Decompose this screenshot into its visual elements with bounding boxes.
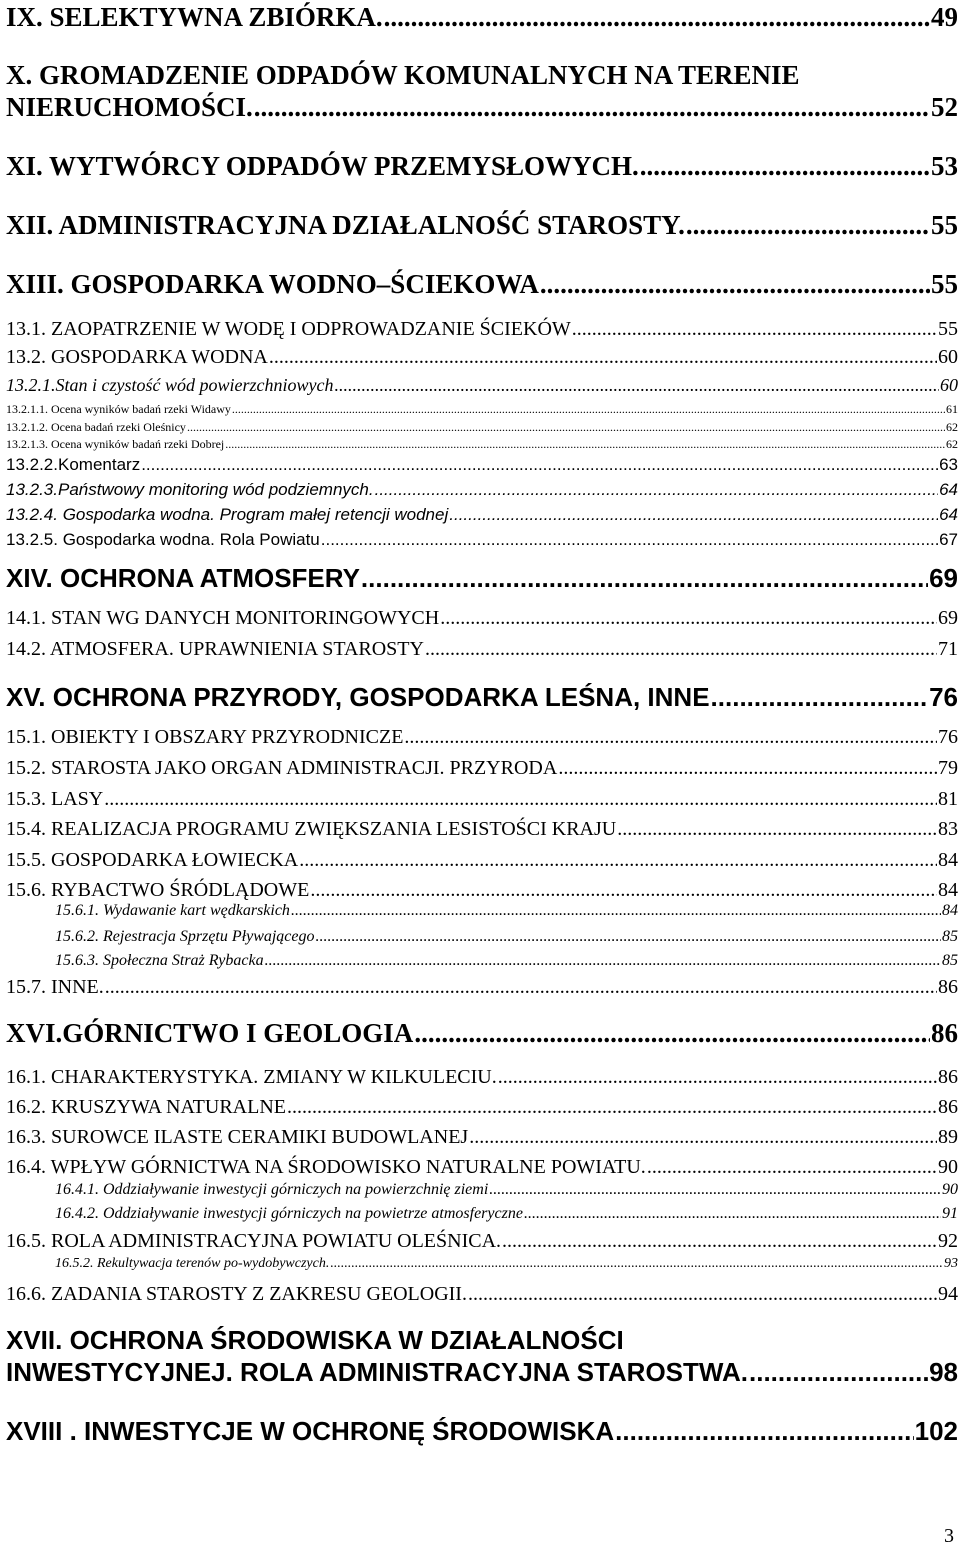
toc-entry[interactable] — [6, 318, 958, 341]
toc-dot-leader — [310, 879, 937, 902]
toc-dot-leader — [572, 318, 937, 341]
toc-entry-title: XVIII . INWESTYCJE W OCHRONĘ ŚRODOWISKA — [6, 1416, 615, 1446]
toc-entry[interactable] — [6, 726, 958, 749]
toc-dot-leader — [299, 849, 937, 872]
toc-entry[interactable] — [6, 346, 958, 369]
toc-entry-title: IX. SELEKTYWNA ZBIÓRKA. — [6, 2, 383, 32]
toc-entry[interactable] — [55, 928, 958, 946]
toc-entry-title: 16.1. CHARAKTERYSTYKA. ZMIANY W KILKULECIU. — [6, 1066, 497, 1088]
toc-entry[interactable] — [6, 563, 958, 594]
toc-entry[interactable] — [55, 1256, 958, 1272]
toc-dot-leader — [105, 976, 937, 999]
toc-entry-page: 90 — [942, 1181, 958, 1198]
toc-entry-page: 61 — [946, 402, 958, 416]
toc-dot-leader — [749, 1357, 928, 1388]
toc-entry-page: 69 — [938, 607, 958, 629]
toc-dot-leader — [615, 1416, 913, 1447]
toc-entry-page: 55 — [931, 210, 958, 240]
toc-entry-title: 16.6. ZADANIA STAROSTY Z ZAKRESU GEOLOGII. — [6, 1283, 467, 1305]
toc-entry-title: 15.6.1. Wydawanie kart wędkarskich — [55, 902, 290, 919]
toc-entry-title: 15.6.2. Rejestracja Sprzętu Pływającego — [55, 928, 315, 945]
toc-dot-leader — [686, 210, 930, 241]
toc-entry[interactable] — [55, 902, 958, 920]
toc-dot-leader — [334, 375, 939, 396]
toc-dot-leader — [449, 505, 938, 525]
toc-entry-title: 14.1. STAN WG DANYCH MONITORINGOWYCH — [6, 607, 440, 629]
toc-entry[interactable] — [6, 1416, 958, 1447]
toc-entry-page: 62 — [946, 437, 958, 451]
toc-entry-title: 15.5. GOSPODARKA ŁOWIECKA — [6, 849, 299, 871]
toc-dot-leader — [225, 437, 945, 452]
toc-entry[interactable] — [6, 1018, 958, 1049]
toc-dot-leader — [711, 682, 929, 713]
toc-entry-title: 16.4. WPŁYW GÓRNICTWA NA ŚRODOWISKO NATURALNE POWIATU. — [6, 1156, 646, 1178]
toc-dot-leader — [489, 1181, 941, 1199]
toc-dot-leader — [141, 455, 938, 475]
toc-dot-leader — [375, 480, 938, 500]
toc-entry-page: 91 — [942, 1205, 958, 1222]
toc-entry-page: 55 — [931, 269, 958, 299]
toc-entry-title: 16.5. ROLA ADMINISTRACYJNA POWIATU OLEŚNICA. — [6, 1230, 502, 1252]
toc-entry-title: 13.2.5. Gospodarka wodna. Rola Powiatu — [6, 530, 320, 549]
toc-entry-page: 63 — [939, 455, 958, 474]
toc-dot-leader — [647, 1156, 937, 1179]
toc-entry-page: 98 — [929, 1357, 958, 1387]
toc-dot-leader — [524, 1205, 941, 1223]
toc-entry[interactable] — [6, 530, 958, 550]
toc-entry-page: 60 — [938, 346, 958, 368]
toc-entry[interactable] — [6, 1126, 958, 1149]
toc-entry[interactable] — [55, 952, 958, 970]
toc-dot-leader — [404, 726, 937, 749]
toc-dot-leader — [330, 1256, 943, 1272]
toc-dot-leader — [232, 402, 945, 417]
toc-entry-title: XV. OCHRONA PRZYRODY, GOSPODARKA LEŚNA, INNE — [6, 682, 710, 712]
toc-entry[interactable] — [6, 151, 958, 182]
toc-entry[interactable] — [6, 818, 958, 841]
toc-entry-title: 13.2.1.2. Ocena badań rzeki Oleśnicy — [6, 420, 186, 434]
toc-dot-leader — [287, 1096, 937, 1119]
toc-entry-page: 55 — [938, 318, 958, 340]
toc-entry-title: NIERUCHOMOŚCI. — [6, 92, 253, 122]
toc-entry[interactable] — [6, 420, 958, 435]
toc-entry-title: 13.2.3.Państwowy monitoring wód podziemnych. — [6, 480, 374, 499]
toc-entry-page: 92 — [938, 1230, 958, 1252]
toc-entry-page: 102 — [914, 1416, 958, 1446]
toc-entry-page: 76 — [938, 726, 958, 748]
toc-entry-page: 76 — [929, 682, 958, 712]
toc-dot-leader — [361, 563, 928, 594]
toc-entry[interactable] — [6, 1156, 958, 1179]
toc-entry-title: XIV. OCHRONA ATMOSFERY — [6, 563, 360, 593]
toc-entry[interactable] — [6, 849, 958, 872]
toc-dot-leader — [558, 757, 937, 780]
toc-entry-title: 15.4. REALIZACJA PROGRAMU ZWIĘKSZANIA LESISTOŚCI KRAJU — [6, 818, 617, 840]
toc-entry-page: 86 — [931, 1018, 958, 1048]
toc-entry[interactable] — [6, 976, 958, 999]
toc-entry-title: 14.2. ATMOSFERA. UPRAWNIENIA STAROSTY — [6, 638, 424, 660]
toc-entry-title: 15.2. STAROSTA JAKO ORGAN ADMINISTRACJI. PRZYRODA — [6, 757, 558, 779]
toc-dot-leader — [265, 952, 941, 970]
toc-dot-leader — [540, 269, 930, 300]
toc-entry-title: 13.2. GOSPODARKA WODNA — [6, 346, 268, 368]
toc-dot-leader — [502, 1230, 937, 1253]
toc-entry-title: 15.1. OBIEKTY I OBSZARY PRZYRODNICZE — [6, 726, 404, 748]
toc-entry[interactable] — [6, 757, 958, 780]
toc-dot-leader — [640, 151, 930, 182]
toc-entry-title: 16.3. SUROWCE ILASTE CERAMIKI BUDOWLANEJ — [6, 1126, 469, 1148]
toc-dot-leader — [414, 1018, 930, 1049]
toc-dot-leader — [469, 1126, 937, 1149]
toc-entry-title: XI. WYTWÓRCY ODPADÓW PRZEMYSŁOWYCH. — [6, 151, 639, 181]
toc-entry-title: 16.4.1. Oddziaływanie inwestycji górniczych na powierzchnię ziemi — [55, 1181, 489, 1198]
toc-entry[interactable] — [6, 402, 958, 417]
toc-entry-page: 93 — [944, 1256, 958, 1271]
toc-entry-page: 86 — [938, 976, 958, 998]
toc-dot-leader — [425, 638, 937, 661]
toc-entry-page: 94 — [938, 1283, 958, 1305]
toc-entry[interactable] — [55, 1181, 958, 1199]
toc-entry-page: 81 — [938, 788, 958, 810]
toc-entry-page: 86 — [938, 1066, 958, 1088]
toc-entry-title: 13.2.1.Stan i czystość wód powierzchniowych — [6, 375, 334, 395]
toc-entry[interactable] — [6, 682, 958, 713]
toc-entry-page: 84 — [938, 849, 958, 871]
toc-entry-page: 69 — [929, 563, 958, 593]
toc-entry[interactable] — [6, 1230, 958, 1253]
toc-entry-title: XVI.GÓRNICTWO I GEOLOGIA — [6, 1018, 414, 1048]
toc-dot-leader — [468, 1283, 937, 1306]
toc-entry[interactable] — [6, 375, 958, 396]
page-number: 3 — [944, 1525, 954, 1547]
toc-entry-page: 67 — [939, 530, 958, 549]
toc-entry-title: X. GROMADZENIE ODPADÓW KOMUNALNYCH NA TERENIE — [6, 60, 800, 90]
toc-entry-page: 83 — [938, 818, 958, 840]
toc-entry-title: 16.5.2. Rekultywacja terenów po-wydobywczych. — [55, 1256, 330, 1271]
toc-entry-title: 15.3. LASY — [6, 788, 104, 810]
toc-entry-page: 90 — [938, 1156, 958, 1178]
toc-entry[interactable] — [6, 455, 958, 475]
toc-dot-leader — [269, 346, 937, 369]
toc-dot-leader — [498, 1066, 937, 1089]
toc-dot-leader — [291, 902, 941, 920]
toc-entry-page: 64 — [939, 505, 958, 524]
toc-entry-title: 16.4.2. Oddziaływanie inwestycji górniczych na powietrze atmosferyczne — [55, 1205, 523, 1222]
toc-entry-title: 13.2.1.1. Ocena wyników badań rzeki Widawy — [6, 402, 231, 416]
toc-entry[interactable] — [55, 1205, 958, 1223]
toc-entry-page: 85 — [942, 952, 958, 969]
toc-entry-page: 60 — [940, 375, 958, 395]
toc-entry-title: 13.2.4. Gospodarka wodna. Program małej retencji wodnej — [6, 505, 449, 524]
toc-entry-title: INWESTYCYJNEJ. ROLA ADMINISTRACYJNA STAROSTWA. — [6, 1357, 749, 1387]
toc-entry[interactable] — [6, 269, 958, 300]
toc-entry-title: 15.7. INNE. — [6, 976, 104, 998]
toc-entry[interactable] — [6, 638, 958, 661]
toc-entry-title: XVII. OCHRONA ŚRODOWISKA W DZIAŁALNOŚCI — [6, 1325, 624, 1355]
toc-dot-leader — [617, 818, 937, 841]
toc-entry-title: 16.2. KRUSZYWA NATURALNE — [6, 1096, 286, 1118]
toc-entry[interactable] — [6, 480, 958, 500]
toc-entry[interactable] — [6, 2, 958, 33]
toc-entry-title: 13.2.1.3. Ocena wyników badań rzeki Dobrej — [6, 437, 225, 451]
toc-entry-page: 84 — [938, 879, 958, 901]
toc-entry[interactable] — [6, 607, 958, 630]
toc-entry-page: 53 — [931, 151, 958, 181]
toc-entry-title: XIII. GOSPODARKA WODNO–ŚCIEKOWA — [6, 269, 539, 299]
toc-entry[interactable] — [6, 879, 958, 902]
toc-entry-title: 15.6. RYBACTWO ŚRÓDLĄDOWE — [6, 879, 310, 901]
toc-entry[interactable] — [6, 1357, 958, 1388]
toc-dot-leader — [321, 530, 938, 550]
toc-entry-title: XII. ADMINISTRACYJNA DZIAŁALNOŚĆ STAROSTY. — [6, 210, 685, 240]
toc-entry-page: 52 — [931, 92, 958, 122]
toc-entry[interactable] — [6, 1066, 958, 1089]
toc-entry[interactable] — [6, 1325, 958, 1356]
toc-entry[interactable] — [6, 505, 958, 525]
toc-entry-title: 15.6.3. Społeczna Straż Rybacka — [55, 952, 264, 969]
toc-entry[interactable] — [6, 437, 958, 452]
toc-entry-title: 13.2.2.Komentarz — [6, 455, 141, 474]
toc-entry[interactable] — [6, 1283, 958, 1306]
toc-entry-page: 79 — [938, 757, 958, 779]
toc-entry-title: 13.1. ZAOPATRZENIE W WODĘ I ODPROWADZANIE ŚCIEKÓW — [6, 318, 571, 340]
toc-entry-page: 64 — [939, 480, 958, 499]
toc-entry[interactable] — [6, 210, 958, 241]
toc-dot-leader — [316, 928, 941, 946]
toc-entry-page: 86 — [938, 1096, 958, 1118]
toc-dot-leader — [440, 607, 937, 630]
toc-entry-page: 62 — [946, 420, 958, 434]
toc-dot-leader — [384, 2, 930, 33]
toc-entry[interactable] — [6, 788, 958, 811]
toc-entry[interactable] — [6, 1096, 958, 1119]
toc-dot-leader — [104, 788, 937, 811]
toc-entry-page: 49 — [931, 2, 958, 32]
toc-entry-page: 84 — [942, 902, 958, 919]
toc-dot-leader — [254, 92, 930, 123]
toc-entry[interactable] — [6, 60, 958, 91]
toc-entry[interactable] — [6, 92, 958, 123]
toc-entry-page: 89 — [938, 1126, 958, 1148]
toc-dot-leader — [187, 420, 945, 435]
toc-entry-page: 71 — [938, 638, 958, 660]
toc-entry-page: 85 — [942, 928, 958, 945]
